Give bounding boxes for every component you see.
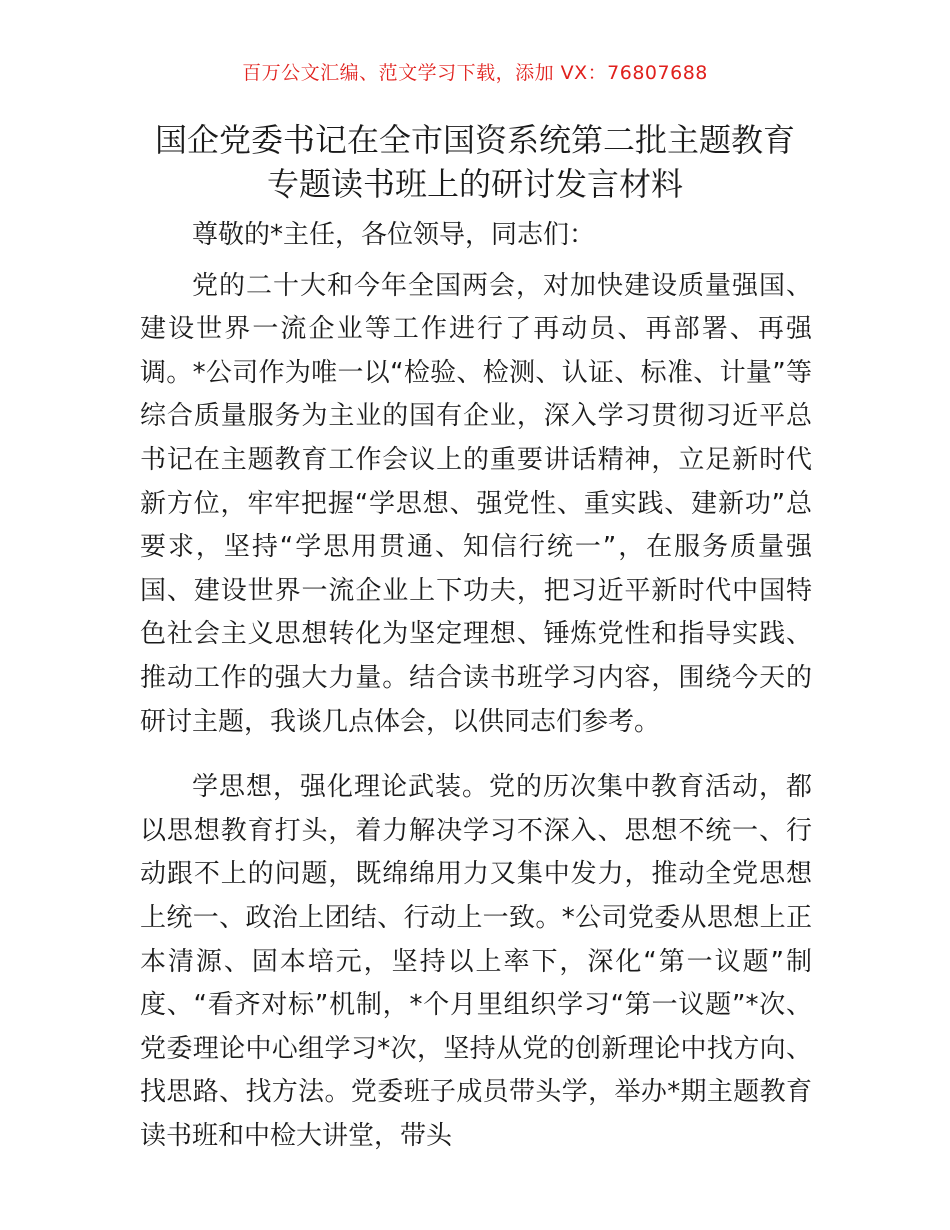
document-body (140, 214, 812, 1158)
document-title (100, 118, 850, 206)
salutation: 尊敬的*主任，各位领导，同志们： (192, 220, 596, 250)
paragraph-intro: 党的二十大和今年全国两会，对加快建设质量强国、建设世界一流企业等工作进行了再动员、再部署、再强调。*公司作为唯一以“检验、检测、认证、标准、计量”等综合质量服务为主业的国有企业，深入学习贯彻习近平总书记在主题教育工作会议上的重要讲话精神，立足新时代新方位，牢牢把握“学思想、强党性、重实践、建新功”总要求，坚持“学思用贯通、知信行统一”，在服务质量强国、建设世界一流企业上下功夫，把习近平新时代中国特色社会主义思想转化为坚定理想、锤炼党性和指导实践、推动工作的强大力量。结合读书班学习内容，围绕今天的研讨主题，我谈几点体会，以供同志们参考。 (140, 270, 812, 737)
title-line-1: 国企党委书记在全市国资系统第二批主题教育 (154, 121, 795, 159)
paragraph-study-thought: 学思想，强化理论武装。党的历次集中教育活动，都以思想教育打头，着力解决学习不深入、思想不统一、行动跟不上的问题，既绵绵用力又集中发力，推动全党思想上统一、政治上团结、行动上一致。*公司党委从思想上正本清源、固本培元，坚持以上率下，深化“第一议题”制度、“看齐对标”机制，*个月里组织学习“第一议题”*次、党委理论中心组学习*次，坚持从党的创新理论中找方向、找思路、找方法。党委班子成员带头学，举办*期主题教育读书班和中检大讲堂，带头 (140, 772, 812, 1151)
header-watermark-note: 百万公文汇编、范文学习下载，添加 VX：76807688 (242, 62, 708, 84)
title-line-2: 专题读书班上的研讨发言材料 (266, 165, 683, 203)
